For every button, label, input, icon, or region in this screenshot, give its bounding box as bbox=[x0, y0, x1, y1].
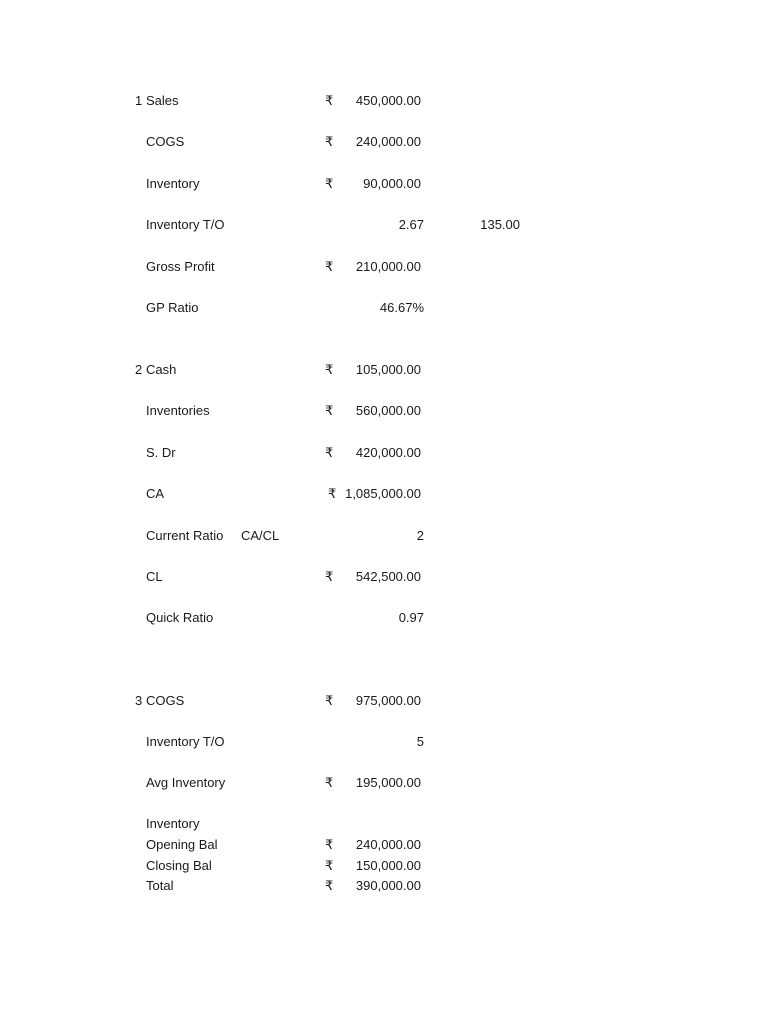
currency-symbol: ₹ bbox=[328, 486, 337, 501]
row-amount: 450,000.00 bbox=[355, 93, 421, 108]
currency-symbol: ₹ bbox=[325, 403, 334, 418]
row-amount: 240,000.00 bbox=[355, 134, 421, 149]
row-label: Inventory bbox=[146, 816, 200, 831]
row-label: Closing Bal bbox=[146, 858, 212, 873]
section-1-row-inventory-turnover bbox=[0, 216, 768, 234]
currency-symbol: ₹ bbox=[325, 362, 334, 377]
currency-symbol: ₹ bbox=[325, 134, 334, 149]
section-number: 3 bbox=[135, 693, 143, 708]
section-3-row-cogs bbox=[0, 692, 768, 710]
row-value: 2 bbox=[416, 528, 424, 543]
currency-symbol: ₹ bbox=[325, 445, 334, 460]
currency-symbol: ₹ bbox=[325, 837, 334, 852]
row-amount: 195,000.00 bbox=[355, 775, 421, 790]
row-label: COGS bbox=[146, 693, 185, 708]
section-2-row-current-ratio bbox=[0, 527, 768, 545]
row-amount: 560,000.00 bbox=[355, 403, 421, 418]
section-1-row-sales bbox=[0, 92, 768, 110]
section-3-row-opening-balance bbox=[0, 836, 768, 854]
currency-symbol: ₹ bbox=[325, 693, 334, 708]
row-label: Total bbox=[146, 878, 174, 893]
row-amount: 240,000.00 bbox=[355, 837, 421, 852]
section-1-row-gp-ratio bbox=[0, 299, 768, 317]
row-label: Inventory T/O bbox=[146, 217, 225, 232]
row-extra-value: 135.00 bbox=[480, 217, 520, 232]
row-amount: 105,000.00 bbox=[355, 362, 421, 377]
row-amount: 150,000.00 bbox=[355, 858, 421, 873]
row-value: 46.67% bbox=[379, 300, 424, 315]
section-3-row-total bbox=[0, 877, 768, 895]
row-formula: CA/CL bbox=[241, 528, 280, 543]
section-1-row-gross-profit bbox=[0, 258, 768, 276]
section-2-row-sundry-debtors bbox=[0, 444, 768, 462]
row-label: Sales bbox=[146, 93, 179, 108]
currency-symbol: ₹ bbox=[325, 878, 334, 893]
row-amount: 210,000.00 bbox=[355, 259, 421, 274]
row-amount: 390,000.00 bbox=[355, 878, 421, 893]
row-label: Opening Bal bbox=[146, 837, 218, 852]
row-value: 2.67 bbox=[398, 217, 424, 232]
section-2-row-quick-ratio bbox=[0, 609, 768, 627]
currency-symbol: ₹ bbox=[325, 259, 334, 274]
row-value: 5 bbox=[416, 734, 424, 749]
row-amount: 1,085,000.00 bbox=[345, 486, 421, 501]
section-2-row-cash bbox=[0, 361, 768, 379]
row-label: Inventories bbox=[146, 403, 210, 418]
row-label: GP Ratio bbox=[146, 300, 199, 315]
section-3-row-avg-inventory bbox=[0, 774, 768, 792]
row-value: 0.97 bbox=[398, 610, 424, 625]
section-3-row-inventory-heading bbox=[0, 815, 768, 833]
currency-symbol: ₹ bbox=[325, 176, 334, 191]
section-1-row-inventory bbox=[0, 175, 768, 193]
row-label: Current Ratio bbox=[146, 528, 224, 543]
row-label: CL bbox=[146, 569, 163, 584]
row-label: Avg Inventory bbox=[146, 775, 226, 790]
currency-symbol: ₹ bbox=[325, 858, 334, 873]
row-label: COGS bbox=[146, 134, 185, 149]
row-label: Inventory T/O bbox=[146, 734, 225, 749]
section-3-row-closing-balance bbox=[0, 857, 768, 875]
currency-symbol: ₹ bbox=[325, 93, 334, 108]
section-3-row-inventory-turnover bbox=[0, 733, 768, 751]
section-number: 1 bbox=[135, 93, 143, 108]
row-label: Inventory bbox=[146, 176, 200, 191]
row-amount: 90,000.00 bbox=[363, 176, 421, 191]
row-amount: 420,000.00 bbox=[355, 445, 421, 460]
row-amount: 542,500.00 bbox=[355, 569, 421, 584]
currency-symbol: ₹ bbox=[325, 775, 334, 790]
section-2-row-current-liabilities bbox=[0, 568, 768, 586]
row-label: S. Dr bbox=[146, 445, 176, 460]
row-amount: 975,000.00 bbox=[355, 693, 421, 708]
row-label: Cash bbox=[146, 362, 177, 377]
section-2-row-current-assets bbox=[0, 485, 768, 503]
row-label: Quick Ratio bbox=[146, 610, 214, 625]
section-number: 2 bbox=[135, 362, 143, 377]
currency-symbol: ₹ bbox=[325, 569, 334, 584]
section-2-row-inventories bbox=[0, 402, 768, 420]
row-label: Gross Profit bbox=[146, 259, 215, 274]
section-1-row-cogs bbox=[0, 133, 768, 151]
row-label: CA bbox=[146, 486, 165, 501]
